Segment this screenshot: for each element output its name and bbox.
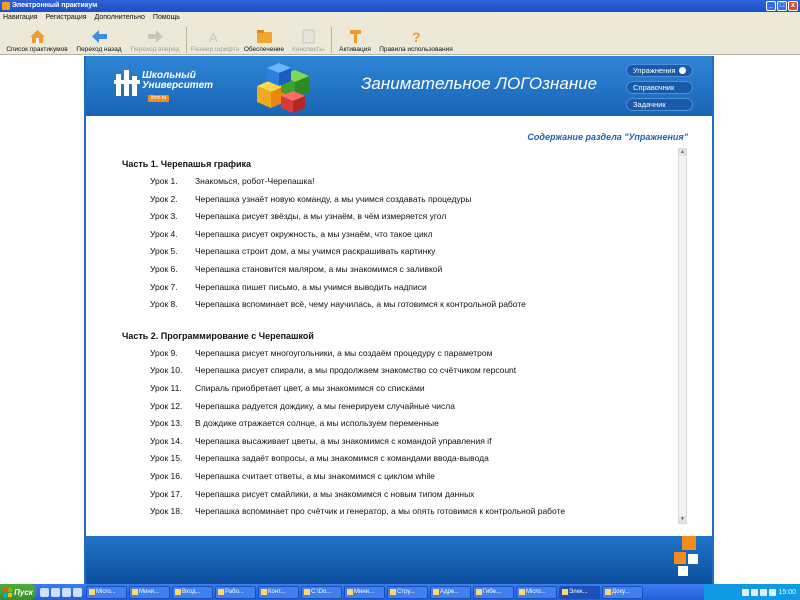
lesson-link[interactable]: Урок 11. Спираль приобретает цвет, а мы знакомимся со списками bbox=[150, 382, 425, 393]
gear-icon bbox=[679, 67, 686, 74]
start-button[interactable]: Пуск bbox=[0, 584, 36, 600]
practicum-list-button[interactable]: Список практикумов bbox=[2, 24, 72, 55]
quick-launch-icon[interactable] bbox=[62, 588, 71, 597]
task-icon bbox=[89, 589, 95, 595]
taskbar-button[interactable]: Мини... bbox=[129, 586, 170, 599]
taskbar-button[interactable]: Конт... bbox=[258, 586, 299, 599]
lesson-link[interactable]: Урок 1. Знакомься, робот-Черепашка! bbox=[150, 176, 315, 186]
home-icon bbox=[29, 29, 46, 44]
forward-button[interactable]: Переход вперед bbox=[126, 24, 184, 55]
vertical-scrollbar[interactable] bbox=[678, 148, 687, 524]
school-university-logo bbox=[114, 66, 214, 108]
lesson-link[interactable]: Урок 12. Черепашка радуется дождику, а мы генерируем случайные числа bbox=[150, 400, 455, 411]
menu-help[interactable]: Помощь bbox=[152, 14, 180, 21]
back-button[interactable]: Переход назад bbox=[72, 24, 126, 55]
toolbar-separator bbox=[186, 27, 187, 53]
window-title: Электронный практикум bbox=[12, 2, 98, 9]
key-icon bbox=[347, 29, 364, 44]
help-icon bbox=[408, 29, 425, 44]
menu-registration[interactable]: Регистрация bbox=[45, 14, 87, 21]
quick-launch bbox=[40, 588, 82, 597]
lesson-link[interactable]: Урок 5. Черепашка строит дом, а мы учимся раскрашивать картинку bbox=[150, 246, 436, 257]
lesson-link[interactable]: Урок 2. Черепашка узнаёт новую команду, а мы учимся создавать процедуры bbox=[150, 193, 472, 204]
task-icon bbox=[347, 589, 353, 595]
usage-rules-button[interactable]: ? Правила использования bbox=[379, 29, 453, 53]
font-size-button[interactable]: A Размер шрифта bbox=[190, 30, 240, 53]
windows-flag-icon bbox=[3, 588, 12, 597]
folder-icon bbox=[256, 29, 273, 44]
menu-navigation[interactable]: Навигация bbox=[3, 14, 38, 21]
task-icon bbox=[476, 589, 482, 595]
logo-mark-icon bbox=[114, 68, 140, 100]
lesson-link[interactable]: Урок 6. Черепашка становится маляром, а мы знакомимся с заливкой bbox=[150, 263, 443, 274]
taskbar-button[interactable]: Micro... bbox=[516, 586, 557, 599]
task-icon bbox=[175, 589, 181, 595]
taskbar-button[interactable]: Micro... bbox=[86, 586, 127, 599]
quick-launch-icon[interactable] bbox=[40, 588, 49, 597]
cubes-icon bbox=[251, 60, 315, 114]
taskbar-button[interactable]: Доку... bbox=[602, 586, 643, 599]
taskbar bbox=[0, 584, 800, 600]
quick-launch-icon[interactable] bbox=[73, 588, 82, 597]
quick-launch-icon[interactable] bbox=[51, 588, 60, 597]
footer-band bbox=[86, 536, 712, 584]
problem-book-link[interactable]: Задачник bbox=[626, 98, 693, 111]
task-icon bbox=[605, 589, 611, 595]
lesson-link[interactable]: Урок 9. Черепашка рисует многоугольники, а мы создаём процедуру с параметром bbox=[150, 347, 493, 358]
header-banner bbox=[86, 56, 712, 116]
scroll-down-icon[interactable]: ▼ bbox=[680, 516, 685, 522]
task-icon bbox=[304, 589, 310, 595]
menu-bar bbox=[0, 12, 800, 24]
lesson-link[interactable]: Урок 15. Черепашка задаёт вопросы, а мы знакомимся с командами ввода-вывода bbox=[150, 453, 489, 464]
task-icon bbox=[390, 589, 396, 595]
maximize-button[interactable]: □ bbox=[777, 1, 787, 11]
taskbar-button[interactable]: Вход... bbox=[172, 586, 213, 599]
lesson-link[interactable]: Урок 18. Черепашка вспоминает про счётчик и генератор, а мы опять готовимся к контрольной работе bbox=[150, 506, 566, 517]
resources-button[interactable]: Обеспечение bbox=[241, 24, 287, 55]
task-icon bbox=[218, 589, 224, 595]
lesson-link[interactable]: Урок 17. Черепашка рисует смайлики, а мы знакомимся с новым типом данных bbox=[150, 488, 475, 499]
lesson-link[interactable]: Урок 16. Черепашка считает ответы, а мы знакомимся с циклом while bbox=[150, 470, 435, 481]
tray-icon[interactable] bbox=[742, 589, 749, 596]
lesson-link[interactable]: Урок 14. Черепашка высаживает цветы, а мы знакомимся с командой управления if bbox=[150, 435, 492, 446]
task-buttons bbox=[86, 586, 704, 599]
taskbar-button-active[interactable]: Элек... bbox=[559, 586, 600, 599]
lesson-link[interactable]: Урок 4. Черепашка рисует окружность, а мы узнаём, что такое цикл bbox=[150, 228, 433, 239]
part-title: Часть 1. Черепашья графика bbox=[122, 159, 252, 169]
logo-text: Школьный Университет bbox=[142, 70, 214, 91]
taskbar-button[interactable]: Мини... bbox=[344, 586, 385, 599]
lesson-link[interactable]: Урок 7. Черепашка пишет письмо, а мы учимся выводить надписи bbox=[150, 281, 427, 292]
tray-icon[interactable] bbox=[760, 589, 767, 596]
clock: 15:00 bbox=[778, 588, 796, 596]
window-controls bbox=[766, 1, 798, 11]
task-icon bbox=[433, 589, 439, 595]
taskbar-button[interactable]: Гибе... bbox=[473, 586, 514, 599]
task-icon bbox=[261, 589, 267, 595]
menu-additional[interactable]: Дополнительно bbox=[94, 14, 145, 21]
activation-button[interactable]: Активация bbox=[334, 24, 376, 55]
taskbar-button[interactable]: Адре... bbox=[430, 586, 471, 599]
font-size-icon bbox=[207, 29, 224, 44]
svg-text:A: A bbox=[208, 30, 218, 44]
system-tray bbox=[704, 584, 800, 600]
lesson-link[interactable]: Урок 8. Черепашка вспоминает всё, чему научилась, а мы готовимся к контрольной работе bbox=[150, 299, 526, 310]
notes-button[interactable]: Конспекты bbox=[287, 24, 329, 55]
task-icon bbox=[132, 589, 138, 595]
taskbar-button[interactable]: C:\Do... bbox=[301, 586, 342, 599]
toolbar-separator bbox=[331, 27, 332, 53]
lesson-link[interactable]: Урок 10. Черепашка рисует спирали, а мы продолжаем знакомство со счётчиком repcount bbox=[150, 365, 517, 376]
exercises-link[interactable]: Упражнения bbox=[626, 64, 693, 77]
tray-icon[interactable] bbox=[751, 589, 758, 596]
lesson-link[interactable]: Урок 13. В дождике отражается солнце, а мы используем переменные bbox=[150, 418, 439, 429]
task-icon bbox=[519, 589, 525, 595]
course-title: Занимательное ЛОГОзнание bbox=[361, 74, 598, 93]
part-gap bbox=[122, 314, 682, 328]
arrow-right-icon bbox=[147, 29, 164, 44]
toolbar bbox=[0, 24, 800, 55]
footer-logo-icon bbox=[674, 536, 700, 580]
scroll-up-icon[interactable]: ▲ bbox=[680, 149, 685, 155]
window-titlebar bbox=[0, 0, 800, 12]
content-frame bbox=[84, 56, 714, 584]
svg-text:?: ? bbox=[411, 29, 421, 44]
lesson-link[interactable]: Урок 3. Черепашка рисует звёзды, а мы узнаём, в чём измеряется угол bbox=[150, 211, 447, 222]
lessons-list bbox=[122, 156, 682, 528]
taskbar-button[interactable]: Рабо... bbox=[215, 586, 256, 599]
section-heading: Содержание раздела "Упражнения" bbox=[527, 132, 688, 142]
part-title: Часть 2. Программирование с Черепашкой bbox=[122, 330, 314, 341]
tray-icon[interactable] bbox=[769, 589, 776, 596]
reference-link[interactable]: Справочник bbox=[626, 81, 693, 94]
taskbar-button[interactable]: Стру... bbox=[387, 586, 428, 599]
minimize-button[interactable]: _ bbox=[766, 1, 776, 11]
logo-url: itmo.ru bbox=[148, 95, 169, 102]
notes-icon bbox=[300, 29, 317, 44]
arrow-left-icon bbox=[91, 29, 108, 44]
section-menu bbox=[626, 64, 693, 111]
close-button[interactable]: x bbox=[788, 1, 798, 11]
task-icon bbox=[562, 589, 568, 595]
app-icon bbox=[2, 2, 10, 10]
